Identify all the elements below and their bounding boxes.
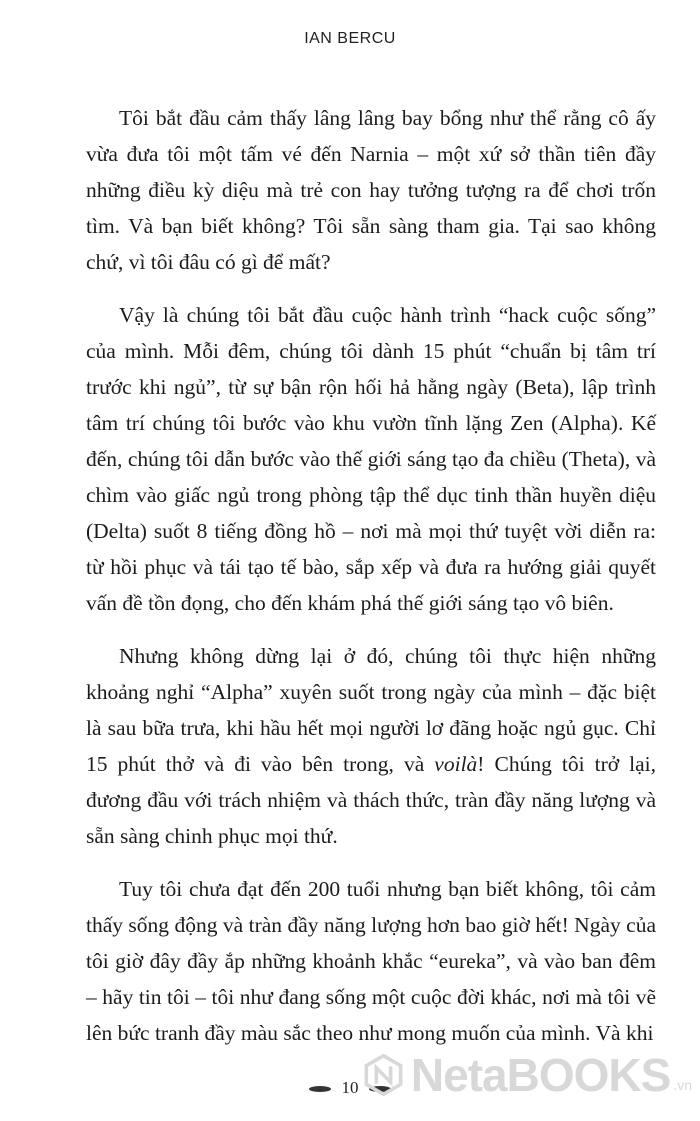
body-text — [86, 100, 656, 1068]
page-number: 10 — [341, 1078, 359, 1097]
running-header: IAN BERCU — [304, 30, 396, 47]
paragraph — [86, 297, 656, 621]
paragraph — [86, 638, 656, 854]
text-segment: Vậy là chúng tôi bắt đầu cuộc hành trình “hack cuộc sống” của mình. Mỗi đêm, chúng tôi dành 15 phút “chuẩn bị tâm trí trước khi ngủ”, từ sự bận rộn hối hả hằng ngày (Beta), lập trình tâm trí chúng tôi bước vào khu vườn tĩnh lặng Zen (Alpha). Kế đến, chúng tôi dẫn bước vào thế giới sáng tạo đa chiều (Theta), và chìm vào giấc ngủ trong phòng tập thể dục tinh thần huyền diệu (Delta) suốt 8 tiếng đồng hồ – nơi mà mọi thứ tuyệt vời diễn ra: từ hồi phục và tái tạo tế bào, sắp xếp và đưa ra hướng giải quyết vấn đề tồn đọng, cho đến khám phá thế giới sáng tạo vô biên. — [86, 303, 656, 615]
watermark-brand: NetaBOOKS — [410, 1049, 671, 1101]
text-segment: Nhưng không dừng lại ở đó, chúng tôi thực hiện những khoảng nghỉ “Alpha” xuyên suốt trong ngày của mình – đặc biệt là sau bữa trưa, khi hầu hết mọi người lơ đãng hoặc ngủ gục. Chỉ 15 phút thở và đi vào bên trong, và — [86, 644, 656, 776]
text-segment: ! Chúng tôi trở lại, đương đầu với trách nhiệm và thách thức, tràn đầy năng lượng và sẵn sàng chinh phục mọi thứ. — [86, 752, 657, 848]
watermark-tld: .vn — [673, 1077, 692, 1093]
italic-text: voilà — [434, 752, 478, 776]
paragraph — [86, 871, 656, 1051]
text-segment: Tôi bắt đầu cảm thấy lâng lâng bay bổng như thể rằng cô ấy vừa đưa tôi một tấm vé đến Narnia – một xứ sở thần tiên đầy những điều kỳ diệu mà trẻ con hay tưởng tượng ra để chơi trốn tìm. Và bạn biết không? Tôi sẵn sàng tham gia. Tại sao không chứ, vì tôi đâu có gì để mất? — [86, 106, 656, 274]
paragraph — [86, 100, 656, 280]
text-segment: Tuy tôi chưa đạt đến 200 tuổi nhưng bạn biết không, tôi cảm thấy sống động và tràn đầy năng lượng hơn bao giờ hết! Ngày của tôi giờ đây đầy ắp những khoảnh khắc “eureka”, và vào ban đêm – hãy tin tôi – tôi như đang sống một cuộc đời khác, nơi mà tôi vẽ lên bức tranh đầy màu sắc theo như mong muốn của mình. Và khi — [86, 877, 656, 1045]
watermark — [362, 1040, 692, 1110]
watermark-logo-icon — [362, 1045, 405, 1105]
left-ornament-icon — [309, 1086, 331, 1092]
